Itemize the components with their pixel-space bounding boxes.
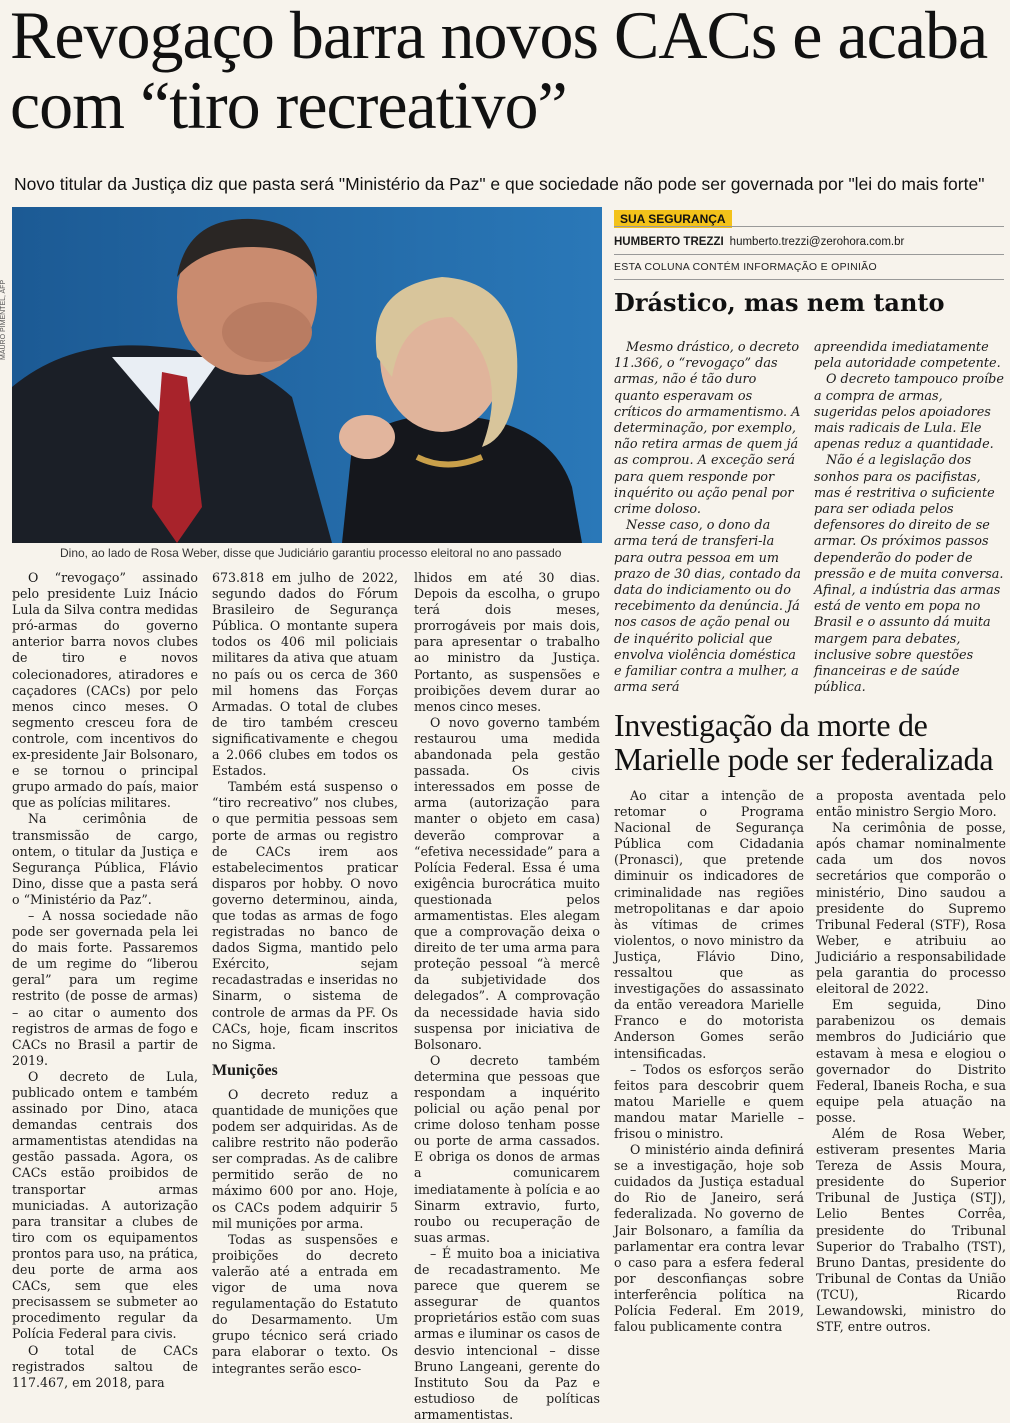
author-email[interactable]: humberto.trezzi@zerohora.com.br (729, 236, 905, 248)
subheadline: Novo titular da Justiça diz que pasta será "Ministério da Paz" e que sociedade não pode ser governada por "lei do mais forte" (14, 174, 985, 194)
column-text-right (814, 340, 1004, 696)
paragraph: – Todos os esforços serão feitos para descobrir quem matou Marielle e quem mandou matar Marielle – frisou o ministro. (614, 1061, 804, 1141)
paragraph: – A nossa sociedade não pode ser governada pela lei do mais forte. Passaremos de um regime do “liberou geral” para um regime restrito (de posse de armas) – ao citar o aumento dos registros de armas de fogo e CACs no Brasil a partir de 2019. (12, 907, 198, 1068)
paragraph: Mesmo drástico, o decreto 11.366, o “revogaço” das armas, não é tão duro quanto esperavam os críticos do armamentismo. A determinação, por exemplo, não retira armas de quem já as comprou. A exceção será para quem responde por inquérito ou ação penal por crime doloso. (614, 340, 801, 518)
column-text-left (614, 340, 804, 696)
paragraph: apreendida imediatamente pela autoridade competente. (814, 340, 1001, 372)
paragraph: O decreto também determina que pessoas que respondam a inquérito policial ou ação penal por crime doloso tenham posse ou porte de arma cassados. E obriga os donos de armas a comunicarem imediatamente à polícia e ao Sinarm extravio, furto, roubo ou recuperação de suas armas. (414, 1052, 600, 1245)
paragraph: O “revogaço” assinado pelo presidente Luiz Inácio Lula da Silva contra medidas pró-armas do governo anterior barra novos clubes de tiro e novos colecionadores, atiradores e caçadores (CACs) por pelo menos cinco meses. O segmento cresceu fora de controle, com incentivos do ex-presidente Jair Bolsonaro, e se tornou o principal grupo armado do país, maior que as polícias militares. (12, 570, 198, 811)
author-name: HUMBERTO TREZZI (614, 236, 724, 248)
article-column-2 (212, 570, 398, 1377)
paragraph: Todas as suspensões e proibições do decreto valerão até a entrada em vigor de uma nova regulamentação do Estatuto do Desarmamento. Um grupo técnico será criado para elaborar o texto. Os integrantes serão esco- (212, 1231, 398, 1376)
section-tag: SUA SEGURANÇA (614, 210, 732, 228)
opinion-notice: ESTA COLUNA CONTÉM INFORMAÇÃO E OPINIÃO (614, 261, 877, 273)
paragraph: – É muito boa a iniciativa de recadastramento. Me parece que querem se assegurar de quantos proprietários estão com suas armas e iluminar os casos de desvio intencional – disse Bruno Langeani, gerente do Instituto Sou da Paz e estudioso de políticas armamentistas. (414, 1245, 600, 1422)
article-column-1 (12, 570, 198, 1391)
paragraph: Não é a legislação dos sonhos para os pacifistas, mas é restritiva o suficiente para ser odiada pelos defensores do direito de se armar. Os próximos passos dependerão do poder de pressão e de muita conversa. Afinal, a indústria das armas está de vento em popa no Brasil e o assunto dá muita margem para debates, inclusive sobre questões financeiras e de saúde pública. (814, 453, 1004, 696)
photo-credit: MAURO PIMENTEL, AFP (0, 279, 7, 360)
headline: Revogaço barra novos CACs e acaba com “tiro recreativo” (10, 0, 988, 143)
paragraph: Na cerimônia de transmissão de cargo, ontem, o titular da Justiça e Segurança Pública, Flávio Dino, disse que a pasta será o “Ministério da Paz”. (12, 811, 198, 907)
byline (614, 235, 1004, 249)
divider (614, 279, 1004, 280)
paragraph: Também está suspenso o “tiro recreativo” nos clubes, o que permitia pessoas sem porte de armas ou registro de CACs irem aos estabelecimentos praticar disparos por hobby. O novo governo determinou, ainda, que todas as armas de fogo registradas no banco de dados Sigma, mantido pelo Exército, sejam recadastradas e inseridas no Sinarm, o sistema de controle de armas da PF. Os CACs, hoje, ficam inscritos no Sigma. (212, 779, 398, 1052)
paragraph: O decreto reduz a quantidade de munições que podem ser adquiridas. As de calibre restrito não poderão ser compradas. As de calibre permitido serão de no máximo 600 por ano. Hoje, os CACs podem adquirir 5 mil munições por arma. (212, 1086, 398, 1231)
paragraph: Além de Rosa Weber, estiveram presentes Maria Tereza de Assis Moura, presidente do Superior Tribunal de Justiça (STJ), Lelio Bentes Corrêa, presidente do Tribunal Superior do Trabalho (TST), Bruno Dantas, presidente do Tribunal de Contas da União (TCU), Ricardo Lewandowski, ministro do STF, entre outros. (816, 1125, 1006, 1335)
paragraph: lhidos em até 30 dias. Depois da escolha, o grupo terá dois meses, prorrogáveis por mais dois, para apresentar o trabalho ao ministro da Justiça. Portanto, as suspensões e proibições devem durar ao menos cinco meses. (414, 570, 600, 714)
story2-headline: Investigação da morte de Marielle pode ser federalizada (614, 707, 994, 777)
paragraph: Nesse caso, o dono da arma terá de transferi-la para outra pessoa em um prazo de 30 dias, contado da data do indiciamento ou do recebimento da denúncia. Já nos casos de ação penal ou de inquérito policial que envolva violência doméstica e familiar contra a mulher, a arma será (614, 518, 801, 696)
article-column-3 (414, 570, 600, 1423)
section-subheading: Munições (212, 1061, 278, 1079)
paragraph: O decreto de Lula, publicado ontem e também assinado por Dino, ataca demandas centrais dos armamentistas atendidas na gestão passada. Agora, os CACs estão proibidos de transportar armas municiadas. A autorização para transitar a clubes de tiro com os equipamentos prontos para uso, na prática, deu porte de arma aos CACs, sem que eles precisassem se submeter ao procedimento regular da Polícia Federal para civis. (12, 1068, 198, 1342)
paragraph: O total de CACs registrados saltou de 117.467, em 2018, para (12, 1342, 198, 1390)
paragraph: Ao citar a intenção de retomar o Programa Nacional de Segurança Pública com Cidadania (Pronasci), que pretende diminuir os indicadores de criminalidade nas regiões metropolitanas e dar apoio às vítimas de crimes violentos, o novo ministro da Justiça, Flávio Dino, ressaltou que as investigações do assassinato da então vereadora Marielle Franco e do motorista Anderson Gomes serão intensificadas. (614, 788, 804, 1061)
paragraph: a proposta aventada pelo então ministro Sergio Moro. (816, 788, 1006, 820)
paragraph: Em seguida, Dino parabenizou os demais membros do Judiciário que estavam à mesa e elogiou o governador do Distrito Federal, Ibaneis Rocha, e sua equipe pela atuação na posse. (816, 997, 1006, 1125)
story2-column-left (614, 788, 804, 1335)
story2-column-right (816, 788, 1006, 1335)
paragraph: O novo governo também restaurou uma medida abandonada pela gestão passada. Os civis interessados em posse de arma (autorização para manter o objeto em casa) deverão comprovar a “efetiva necessidade” para a Polícia Federal. Essa é uma exigência burocrática muito questionada pelos armamentistas. Eles alegam que a comprovação deixa o direito de ter uma arma para proteção pessoal “à mercê da subjetividade dos delegados”. A comprovação da necessidade havia sido suspensa por iniciativa de Bolsonaro. (414, 714, 600, 1052)
photo-illustration (12, 207, 602, 543)
paragraph: Na cerimônia de posse, após chamar nominalmente cada um dos novos secretários que comporão o ministério, Dino saudou a presidente do Supremo Tribunal Federal (STF), Rosa Weber, e atribuiu ao Judiciário a responsabilidade pela garantia do processo eleitoral de 2022. (816, 820, 1006, 997)
paragraph: O ministério ainda definirá se a investigação, hoje sob cuidados da Justiça estadual do Rio de Janeiro, será federalizada. No governo de Jair Bolsonaro, a família da parlamentar era contra levar o caso para a esfera federal por desconfianças sobre interferência política na Polícia Federal. Em 2019, falou publicamente contra (614, 1142, 804, 1335)
divider (614, 226, 1004, 227)
paragraph: 673.818 em julho de 2022, segundo dados do Fórum Brasileiro de Segurança Pública. O montante supera todos os 406 mil policiais militares da ativa que atuam no país ou os cerca de 360 mil homens das Forças Armadas. O total de clubes de tiro também cresceu significativamente e chegou a 2.066 clubes em todos os Estados. (212, 570, 398, 779)
divider (614, 254, 1004, 255)
news-photo (12, 207, 602, 543)
photo-caption: Dino, ao lado de Rosa Weber, disse que Judiciário garantiu processo eleitoral no ano passado (60, 546, 562, 560)
column-title: Drástico, mas nem tanto (614, 288, 945, 317)
paragraph: O decreto tampouco proíbe a compra de armas, sugeridas pelos apoiadores mais radicais de Lula. Ele apenas reduz a quantidade. (814, 372, 1004, 453)
